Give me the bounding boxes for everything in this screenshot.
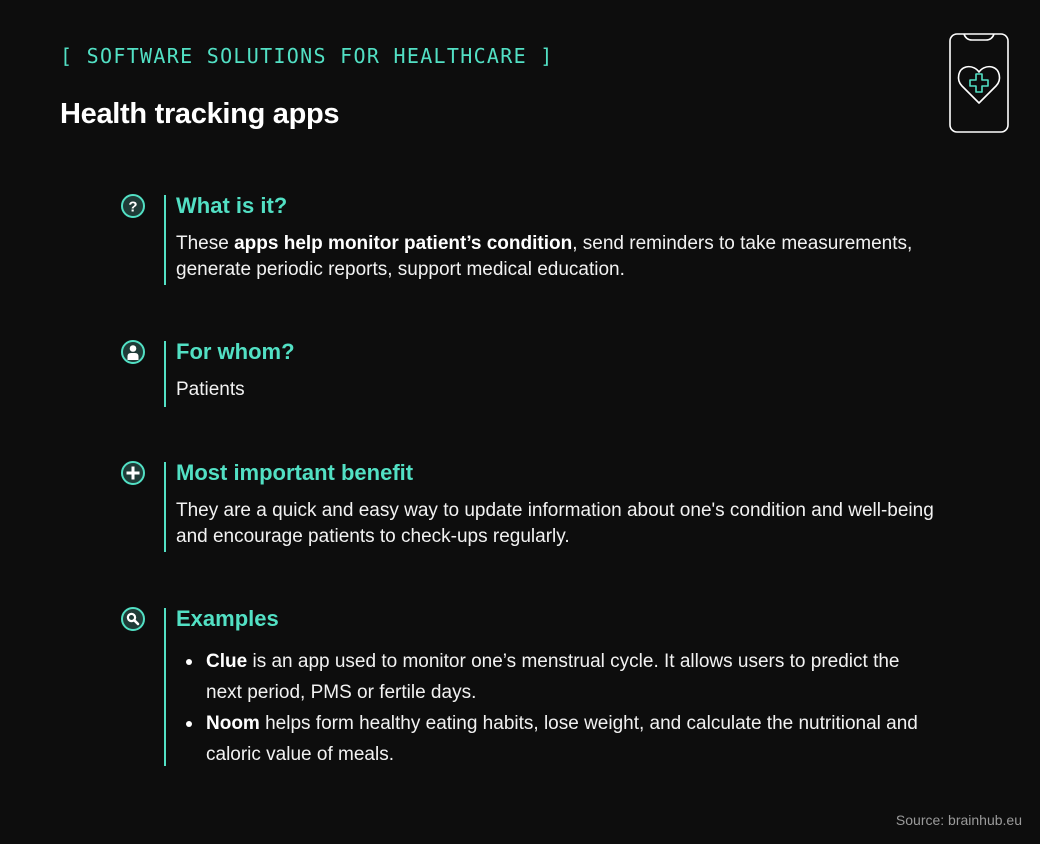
section-heading: Most important benefit xyxy=(176,460,414,485)
section-divider xyxy=(164,608,166,766)
section-body: Patients xyxy=(176,379,245,400)
section-most-important-benefit xyxy=(120,460,940,552)
bullet-icon xyxy=(186,659,192,665)
phone-heart-icon xyxy=(948,32,1010,134)
eyebrow-label: [ SOFTWARE SOLUTIONS FOR HEALTHCARE ] xyxy=(60,44,554,68)
section-heading: Examples xyxy=(176,606,279,631)
plus-circle-icon xyxy=(120,460,146,486)
source-credit: Source: brainhub.eu xyxy=(895,812,1022,828)
question-circle-icon xyxy=(120,193,146,219)
section-examples xyxy=(120,606,940,766)
examples-list xyxy=(176,646,940,770)
page-title: Health tracking apps xyxy=(60,98,340,130)
section-heading: For whom? xyxy=(176,339,295,364)
list-item: Clue is an app used to monitor one’s menstrual cycle. It allows users to predict the next period, PMS or fertile days. xyxy=(206,646,940,708)
section-divider xyxy=(164,462,166,552)
list-item: Noom helps form healthy eating habits, lose weight, and calculate the nutritional and caloric value of meals. xyxy=(206,708,940,770)
section-for-whom xyxy=(120,339,940,407)
section-heading: What is it? xyxy=(176,193,288,218)
svg-text:?: ? xyxy=(128,198,138,216)
section-divider xyxy=(164,341,166,407)
magnifier-circle-icon xyxy=(120,606,146,632)
section-body: These apps help monitor patient’s condition, send reminders to take measurements, generate periodic reports, support medical education. xyxy=(176,233,913,280)
bullet-icon xyxy=(186,721,192,727)
section-body: They are a quick and easy way to update information about one's condition and well-being and encourage patients to check-ups regularly. xyxy=(176,500,934,547)
section-divider xyxy=(164,195,166,285)
section-what-is-it xyxy=(120,193,940,285)
person-circle-icon xyxy=(120,339,146,365)
